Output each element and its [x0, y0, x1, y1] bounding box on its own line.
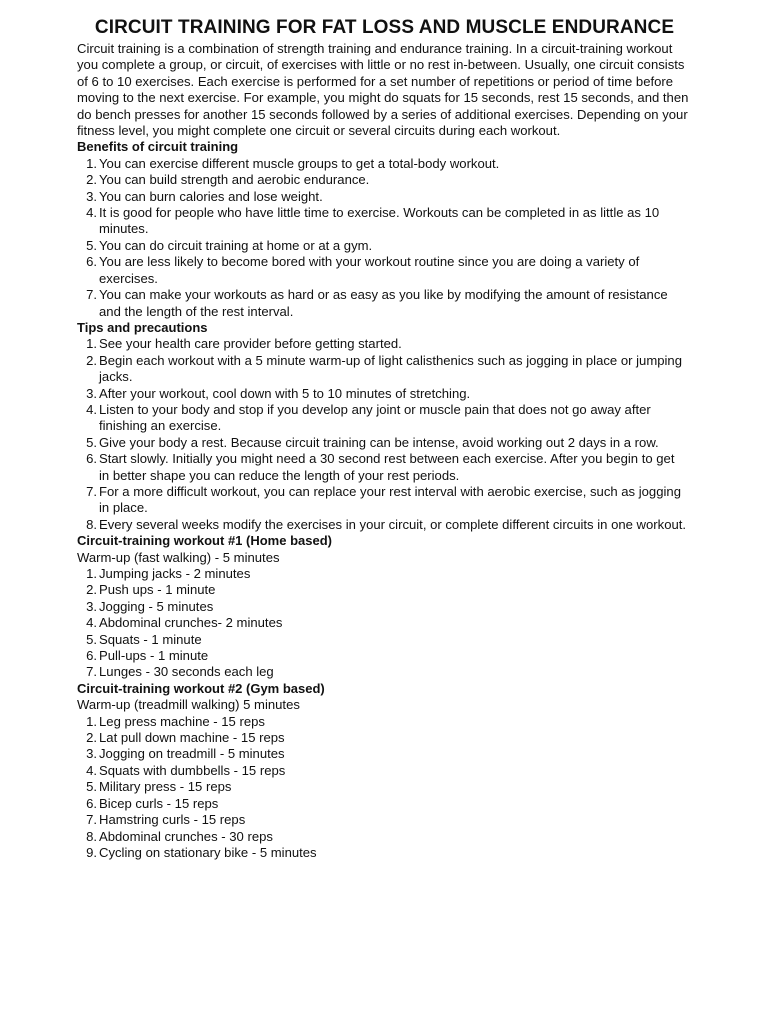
- list-item: Lat pull down machine - 15 reps: [99, 730, 285, 746]
- benefits-heading: Benefits of circuit training: [77, 139, 239, 155]
- list-item: Hamstring curls - 15 reps: [99, 812, 246, 828]
- list-item: See your health care provider before getting started.: [99, 336, 402, 352]
- list-item: Leg press machine - 15 reps: [99, 713, 265, 729]
- workout2-heading: Circuit-training workout #2 (Gym based): [77, 680, 325, 696]
- list-item: You can exercise different muscle groups to get a total-body workout.: [99, 155, 500, 171]
- workout1-warmup: Warm-up (fast walking) - 5 minutes: [77, 549, 280, 565]
- list-item: Squats with dumbbells - 15 reps: [99, 762, 286, 778]
- workout2-list: [77, 714, 692, 862]
- list-item: Every several weeks modify the exercises in your circuit, or complete different circuits in one workout.: [99, 516, 687, 532]
- list-item: You can do circuit training at home or at a gym.: [99, 237, 373, 253]
- list-item: Push ups - 1 minute: [99, 582, 216, 598]
- list-item: Jogging on treadmill - 5 minutes: [99, 746, 285, 762]
- list-item: Lunges - 30 seconds each leg: [99, 664, 274, 680]
- list-item: For a more difficult workout, you can replace your rest interval with aerobic exercise, such as jogging in place.: [99, 483, 681, 516]
- list-item: Bicep curls - 15 reps: [99, 795, 219, 811]
- list-item: You can build strength and aerobic endurance.: [99, 172, 370, 188]
- list-item: Jogging - 5 minutes: [99, 598, 214, 614]
- list-item: It is good for people who have little time to exercise. Workouts can be completed in as little as 10 minutes.: [99, 205, 660, 237]
- list-item: Start slowly. Initially you might need a 30 second rest between each exercise. After you begin to get in better shape you can reduce the length of your rest periods.: [99, 451, 675, 483]
- list-item: Squats - 1 minute: [99, 631, 202, 647]
- list-item: Begin each workout with a 5 minute warm-up of light calisthenics such as jogging in place or jumping jacks.: [99, 352, 682, 385]
- list-item: You can burn calories and lose weight.: [99, 188, 323, 204]
- list-item: Jumping jacks - 2 minutes: [99, 566, 251, 581]
- list-item: Listen to your body and stop if you develop any joint or muscle pain that does not go away after finishing an exercise.: [99, 401, 651, 434]
- benefits-list: [77, 156, 692, 320]
- workout2-warmup: Warm-up (treadmill walking) 5 minutes: [77, 697, 300, 713]
- list-item: Abdominal crunches- 2 minutes: [99, 615, 283, 631]
- list-item: After your workout, cool down with 5 to 10 minutes of stretching.: [99, 385, 471, 401]
- workout1-list: [77, 566, 692, 681]
- list-item: Cycling on stationary bike - 5 minutes: [99, 844, 317, 860]
- list-item: Military press - 15 reps: [99, 779, 232, 795]
- list-item: Abdominal crunches - 30 reps: [99, 828, 273, 844]
- page-title: CIRCUIT TRAINING FOR FAT LOSS AND MUSCLE ENDURANCE: [94, 17, 675, 38]
- tips-heading: Tips and precautions: [77, 319, 208, 335]
- list-item: Give your body a rest. Because circuit training can be intense, avoid working out 2 days in a row.: [99, 434, 659, 450]
- list-item: You are less likely to become bored with your workout routine since you are doing a variety of exercises.: [99, 254, 640, 286]
- list-item: Pull-ups - 1 minute: [99, 648, 209, 664]
- intro-paragraph: Circuit training is a combination of strength training and endurance training. In a circuit-training workout you complete a group, or circuit, of exercises with little or no rest in-between. Usually, one circuit consists of 6 to 10 exercises. Each exercise is performed for a set number of repetitions or period of time before moving to the next exercise. For example, you might do squats for 15 seconds, rest 15 seconds, and then do bench presses for another 15 seconds followed by a series of additional exercises. Depending on your fitness level, you might complete one circuit or several circuits during each workout.: [77, 41, 689, 139]
- workout1-heading: Circuit-training workout #1 (Home based): [77, 533, 332, 549]
- list-item: You can make your workouts as hard or as easy as you like by modifying the amount of resistance and the length of the rest interval.: [99, 287, 668, 319]
- tips-list: [77, 336, 692, 533]
